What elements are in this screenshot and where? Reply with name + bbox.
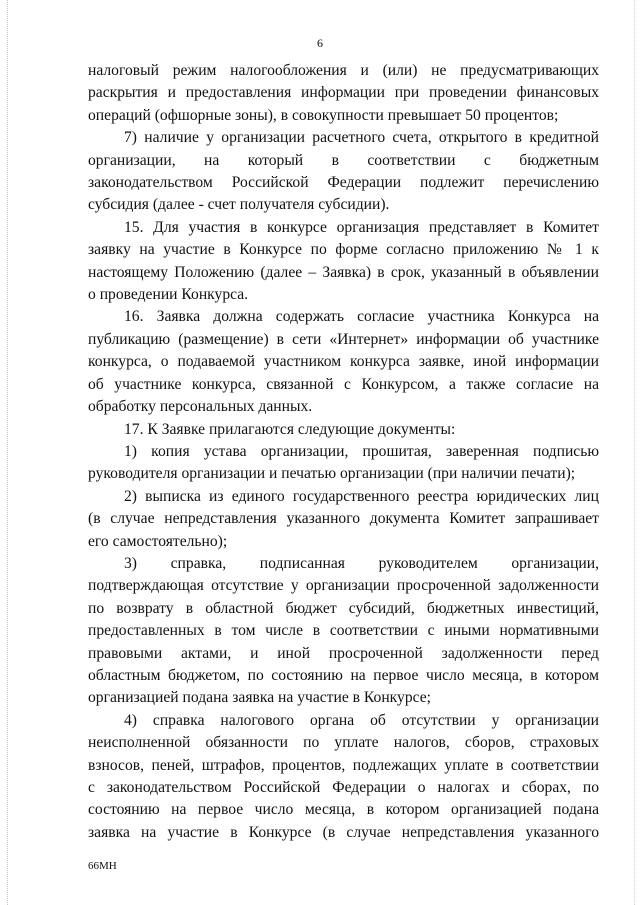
paragraph-item-4 xyxy=(88,710,599,844)
text-line: состоянию на первое число месяца, в котором организацией подана xyxy=(88,801,599,819)
paragraph-clause-15 xyxy=(88,217,599,307)
paragraph-clause-16 xyxy=(88,306,599,418)
text-line: 1) копия устава организации, прошитая, заверенная подписью xyxy=(124,442,599,460)
text-line: его самостоятельно); xyxy=(88,532,228,550)
page-number: 6 xyxy=(317,36,323,50)
paragraph-item-1 xyxy=(88,441,599,486)
text-line: руководителя организации и печатью организации (при наличии печати); xyxy=(88,465,576,483)
footer-code: 66МН xyxy=(88,860,117,872)
text-line: 4) справка налогового органа об отсутствии у организации xyxy=(124,711,599,729)
text-line: раскрытия и предоставления информации при проведении финансовых xyxy=(88,84,599,102)
text-line: взносов, пеней, штрафов, процентов, подлежащих уплате в соответствии xyxy=(88,756,599,774)
paragraph-item-2 xyxy=(88,486,599,553)
text-line: 16. Заявка должна содержать согласие участника Конкурса на xyxy=(124,308,599,326)
text-line: настоящему Положению (далее – Заявка) в срок, указанный в объявлении xyxy=(88,263,599,281)
text-line: об участнике конкурса, связанной с Конкурсом, а также согласие на xyxy=(88,375,599,393)
text-line: обработку персональных данных. xyxy=(88,398,313,416)
text-line: о проведении Конкурса. xyxy=(88,286,249,304)
text-line: 17. К Заявке прилагаются следующие документы: xyxy=(124,420,456,438)
paragraph-item-3 xyxy=(88,553,599,710)
paragraph-item-7 xyxy=(88,127,599,217)
text-line: заявка на участие в Конкурсе (в случае непредставления указанного xyxy=(88,823,599,841)
text-line: налоговый режим налогообложения и (или) не предусматривающих xyxy=(88,62,599,79)
scan-edge-right xyxy=(634,0,635,905)
text-line: 2) выписка из единого государственного реестра юридических лиц xyxy=(124,487,599,505)
text-line: 7) наличие у организации расчетного счета, открытого в кредитной xyxy=(124,129,599,147)
text-line: по возврату в областной бюджет субсидий, бюджетных инвестиций, xyxy=(88,599,599,617)
scan-edge-left xyxy=(7,0,8,905)
text-line: неисполненной обязанности по уплате налогов, сборов, страховых xyxy=(88,734,599,752)
text-line: областным бюджетом, по состоянию на первое число месяца, в котором xyxy=(88,666,599,684)
text-line: публикацию (размещение) в сети «Интернет» информации об участнике xyxy=(88,330,599,348)
text-line: 15. Для участия в конкурсе организация представляет в Комитет xyxy=(124,218,599,236)
text-line: законодательством Российской Федерации подлежит перечислению xyxy=(88,174,599,192)
document-body xyxy=(88,60,599,844)
text-line: (в случае непредставления указанного документа Комитет запрашивает xyxy=(88,510,599,528)
text-line: 3) справка, подписанная руководителем организации, xyxy=(124,554,599,572)
paragraph-clause-17 xyxy=(88,419,599,441)
text-line: субсидия (далее - счет получателя субсидии). xyxy=(88,196,390,214)
text-line: организацией подана заявка на участие в Конкурсе; xyxy=(88,689,431,707)
text-line: операций (офшорные зоны), в совокупности превышает 50 процентов; xyxy=(88,106,559,124)
text-line: конкурса, о подаваемой участником конкурса заявке, иной информации xyxy=(88,353,599,371)
paragraph-offshore-continuation xyxy=(88,60,599,127)
text-line: правовыми актами, и иной просроченной задолженности перед xyxy=(88,644,599,662)
text-line: организации, на который в соответствии с бюджетным xyxy=(88,151,599,169)
text-line: с законодательством Российской Федерации о налогах и сборах, по xyxy=(88,779,599,796)
text-line: подтверждающая отсутствие у организации просроченной задолженности xyxy=(88,577,599,595)
text-line: заявку на участие в Конкурсе по форме согласно приложению № 1 к xyxy=(88,241,599,259)
text-line: предоставленных в том числе в соответствии с иными нормативными xyxy=(88,622,599,640)
